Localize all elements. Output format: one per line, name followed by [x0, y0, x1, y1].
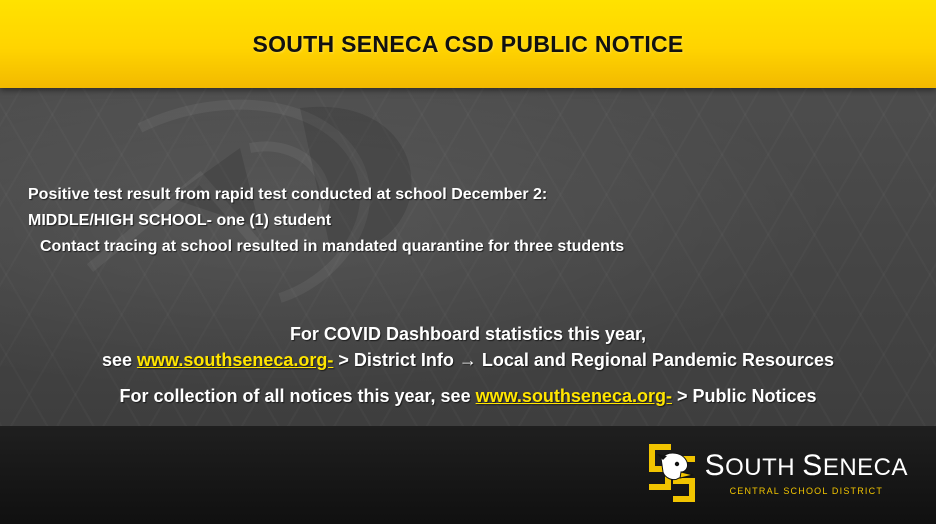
ss-mascot-logo-icon	[647, 442, 697, 504]
collection-prefix: For collection of all notices this year, see	[119, 386, 476, 406]
notice-line-1: Positive test result from rapid test conducted at school December 2:	[28, 186, 548, 203]
banner-title: SOUTH SENECA CSD PUBLIC NOTICE	[252, 30, 684, 57]
district-logo	[647, 442, 908, 504]
main-panel	[0, 88, 936, 426]
notice-text	[28, 182, 624, 260]
collection-suffix: > Public Notices	[671, 386, 817, 406]
logo-name: SOUTH SENECA	[704, 449, 908, 482]
dashboard-link[interactable]: www.southseneca.org-	[137, 350, 334, 370]
dashboard-info	[0, 321, 936, 373]
footer	[0, 426, 936, 524]
notice-line-2: MIDDLE/HIGH SCHOOL- one (1) student	[28, 212, 332, 229]
dashboard-line-2	[0, 347, 936, 373]
dashboard-line-1: For COVID Dashboard statistics this year,	[289, 324, 647, 344]
logo-text	[705, 450, 908, 496]
collection-info	[0, 383, 936, 409]
collection-link[interactable]: www.southseneca.org-	[475, 386, 672, 406]
dashboard-suffix: > District Info → Local and Regional Pandemic Resources	[333, 350, 835, 370]
notice-line-3: Contact tracing at school resulted in mandated quarantine for three students	[40, 238, 625, 255]
header-banner	[0, 0, 936, 88]
logo-subtitle: CENTRAL SCHOOL DISTRICT	[729, 486, 884, 496]
dashboard-prefix: see	[101, 350, 138, 370]
